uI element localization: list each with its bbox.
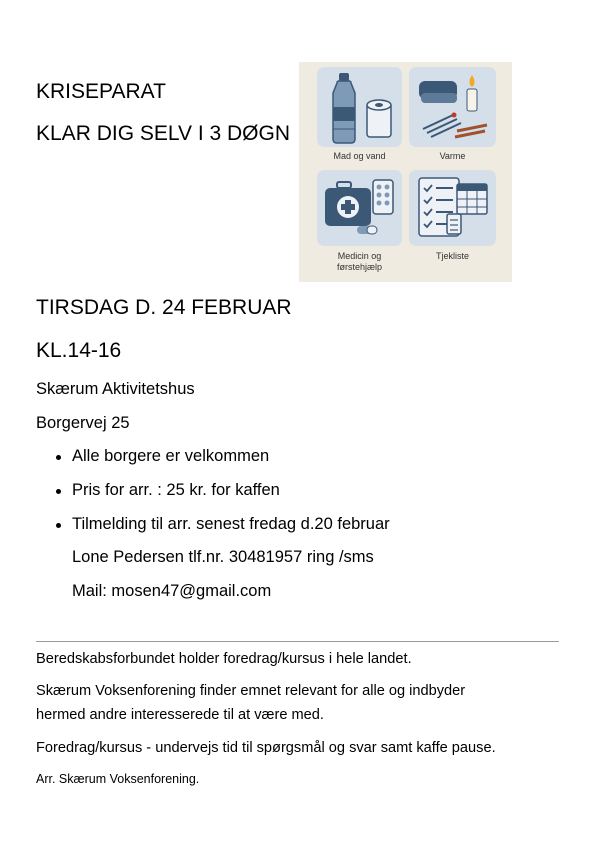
event-venue: Skærum Aktivitetshus bbox=[36, 380, 195, 398]
contact-line: Lone Pedersen tlf.nr. 30481957 ring /sms bbox=[72, 548, 374, 566]
event-address: Borgervej 25 bbox=[36, 414, 130, 432]
checklist-icon bbox=[409, 170, 496, 246]
tile-checklist bbox=[409, 170, 496, 246]
footer-paragraph-1: Beredskabsforbundet holder foredrag/kursus i hele landet. bbox=[36, 651, 412, 667]
footer-paragraph-2-line-2: hermed andre interesserede til at være med. bbox=[36, 707, 324, 723]
emergency-kit-illustration bbox=[299, 62, 512, 282]
subtitle: KLAR DIG SELV I 3 DØGN bbox=[36, 122, 291, 145]
footer-paragraph-3: Foredrag/kursus - undervejs tid til spørgsmål og svar samt kaffe pause. bbox=[36, 740, 496, 756]
bullet-registration: Tilmelding til arr. senest fredag d.20 februar bbox=[72, 515, 390, 533]
tile-label-medicine: Medicin og førstehjælp bbox=[336, 251, 382, 272]
bullet-dot bbox=[56, 489, 61, 494]
bullet-dot bbox=[56, 455, 61, 460]
tile-label-checklist: Tjekliste bbox=[435, 251, 469, 261]
water-bottle-icon bbox=[317, 67, 402, 147]
title: KRISEPARAT bbox=[36, 80, 166, 103]
event-date: TIRSDAG D. 24 FEBRUAR bbox=[36, 296, 292, 319]
bullet-price: Pris for arr. : 25 kr. for kaffen bbox=[72, 481, 280, 499]
footer-paragraph-2-line-1: Skærum Voksenforening finder emnet relevant for alle og indbyder bbox=[36, 683, 466, 699]
divider bbox=[36, 641, 559, 642]
bullet-dot bbox=[56, 523, 61, 528]
first-aid-kit-icon bbox=[317, 170, 402, 246]
tile-medicine bbox=[317, 170, 402, 246]
organizer: Arr. Skærum Voksenforening. bbox=[36, 772, 200, 786]
tile-label-heat: Varme bbox=[439, 151, 466, 161]
tile-heat bbox=[409, 67, 496, 147]
blanket-candle-icon bbox=[409, 67, 496, 147]
tile-food-water bbox=[317, 67, 402, 147]
bullet-welcome: Alle borgere er velkommen bbox=[72, 447, 270, 465]
event-time: KL.14-16 bbox=[36, 339, 122, 362]
tile-label-food-water: Mad og vand bbox=[333, 151, 386, 161]
mail-line: Mail: mosen47@gmail.com bbox=[72, 582, 272, 600]
